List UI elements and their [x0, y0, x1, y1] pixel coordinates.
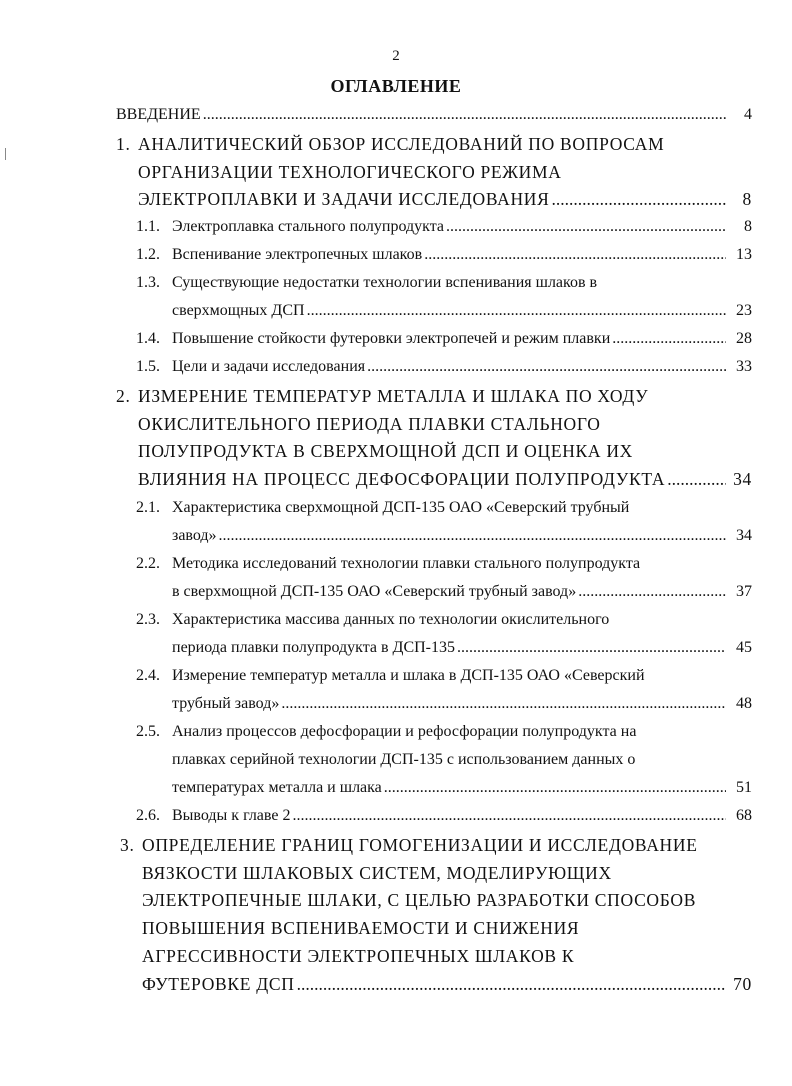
leader-dots — [281, 694, 726, 714]
chapter-number: 1. — [116, 134, 131, 154]
toc-page-number: 45 — [736, 639, 752, 656]
toc-page-number: 23 — [736, 302, 752, 319]
section-title: Вспенивание электропечных шлаков — [172, 246, 423, 263]
leader-dots — [457, 638, 726, 658]
toc-entry-intro[interactable] — [116, 105, 752, 125]
toc-page-number: 8 — [742, 189, 752, 209]
section-number: 2.6. — [136, 807, 160, 824]
toc-chapter-1-line-3 — [138, 189, 752, 209]
chapter-title-line: АНАЛИТИЧЕСКИЙ ОБЗОР ИССЛЕДОВАНИЙ ПО ВОПРОСАМ — [138, 134, 665, 154]
toc-chapter-1[interactable] — [116, 134, 752, 154]
leader-dots — [203, 105, 726, 125]
section-title: Выводы к главе 2 — [172, 807, 291, 824]
toc-title: ОГЛАВЛЕНИЕ — [330, 76, 462, 96]
toc-section-2-5[interactable] — [136, 722, 752, 742]
toc-page-number: 28 — [736, 330, 752, 347]
chapter-title-line: ПОЛУПРОДУКТА В СВЕРХМОЩНОЙ ДСП И ОЦЕНКА ИХ — [138, 441, 634, 461]
toc-page-number: 8 — [744, 218, 752, 235]
section-title: сверхмощных ДСП — [172, 302, 305, 319]
leader-dots — [424, 245, 726, 265]
leader-dots — [292, 806, 726, 826]
section-number: 1.4. — [136, 330, 160, 347]
toc-chapter-3-line-6 — [142, 974, 752, 994]
toc-section-2-4[interactable] — [136, 666, 752, 686]
chapter-title-line: ЭЛЕКТРОПЛАВКИ И ЗАДАЧИ ИССЛЕДОВАНИЯ — [138, 189, 550, 209]
leader-dots — [219, 526, 726, 546]
toc-section-2-3-line-2 — [172, 638, 752, 658]
toc-chapter-3-line-3 — [142, 890, 752, 910]
toc-section-1-2[interactable] — [136, 245, 752, 265]
toc-page-number: 34 — [736, 527, 752, 544]
section-title: Цели и задачи исследования — [172, 358, 366, 375]
section-title: трубный завод» — [172, 695, 280, 712]
chapter-title-line: ОРГАНИЗАЦИИ ТЕХНОЛОГИЧЕСКОГО РЕЖИМА — [138, 162, 562, 182]
section-title: завод» — [172, 527, 217, 544]
leader-dots — [367, 357, 726, 377]
leader-dots — [297, 974, 726, 994]
section-title: периода плавки полупродукта в ДСП-135 — [172, 639, 455, 656]
margin-mark — [5, 148, 6, 160]
chapter-title-line: ИЗМЕРЕНИЕ ТЕМПЕРАТУР МЕТАЛЛА И ШЛАКА ПО ХОДУ — [138, 386, 649, 406]
chapter-title-line: ОКИСЛИТЕЛЬНОГО ПЕРИОДА ПЛАВКИ СТАЛЬНОГО — [138, 414, 601, 434]
section-title: Анализ процессов дефосфорации и рефосфорации полупродукта на — [172, 723, 637, 740]
section-title: температурах металла и шлака — [172, 779, 382, 796]
leader-dots — [552, 189, 726, 209]
leader-dots — [612, 329, 726, 349]
leader-dots — [667, 469, 726, 489]
chapter-number: 3. — [120, 835, 135, 855]
toc-section-1-1[interactable] — [136, 217, 752, 237]
section-title: Характеристика массива данных по технологии окислительного — [172, 611, 610, 628]
section-number: 2.3. — [136, 611, 160, 628]
section-title: Существующие недостатки технологии вспенивания шлаков в — [172, 274, 598, 291]
leader-dots — [307, 301, 726, 321]
section-number: 1.5. — [136, 358, 160, 375]
toc-entry-text: ВВЕДЕНИЕ — [116, 106, 201, 123]
toc-chapter-3-line-2 — [142, 863, 752, 883]
section-number: 1.2. — [136, 246, 160, 263]
chapter-title-line: ПОВЫШЕНИЯ ВСПЕНИВАЕМОСТИ И СНИЖЕНИЯ — [142, 918, 580, 938]
chapter-title-line: ОПРЕДЕЛЕНИЕ ГРАНИЦ ГОМОГЕНИЗАЦИИ И ИССЛЕДОВАНИЕ — [142, 835, 698, 855]
leader-dots — [578, 582, 726, 602]
section-number: 1.1. — [136, 218, 160, 235]
toc-section-1-3-line-2 — [172, 301, 752, 321]
toc-chapter-2[interactable] — [116, 386, 752, 406]
toc-chapter-3-line-5 — [142, 946, 752, 966]
toc-page-number: 34 — [733, 469, 752, 489]
section-number: 1.3. — [136, 274, 160, 291]
section-title: Характеристика сверхмощной ДСП-135 ОАО «Северский трубный — [172, 499, 630, 516]
toc-chapter-2-line-2 — [138, 414, 752, 434]
toc-section-1-4[interactable] — [136, 329, 752, 349]
toc-section-2-5-line-3 — [172, 778, 752, 798]
toc-section-2-2-line-2 — [172, 582, 752, 602]
chapter-title-line: ВЯЗКОСТИ ШЛАКОВЫХ СИСТЕМ, МОДЕЛИРУЮЩИХ — [142, 863, 612, 883]
section-title: Электроплавка стального полупродукта — [172, 218, 444, 235]
section-number: 2.5. — [136, 723, 160, 740]
chapter-title-line: АГРЕССИВНОСТИ ЭЛЕКТРОПЕЧНЫХ ШЛАКОВ К — [142, 946, 575, 966]
toc-page-number: 48 — [736, 695, 752, 712]
chapter-title-line: ВЛИЯНИЯ НА ПРОЦЕСС ДЕФОСФОРАЦИИ ПОЛУПРОДУКТА — [138, 469, 666, 489]
chapter-number: 2. — [116, 386, 131, 406]
section-number: 2.4. — [136, 667, 160, 684]
toc-section-2-3[interactable] — [136, 610, 752, 630]
toc-chapter-2-line-4 — [138, 469, 752, 489]
toc-section-2-1[interactable] — [136, 498, 752, 518]
toc-section-2-2[interactable] — [136, 554, 752, 574]
toc-chapter-2-line-3 — [138, 441, 752, 461]
section-number: 2.2. — [136, 555, 160, 572]
toc-chapter-3-line-4 — [142, 918, 752, 938]
toc-chapter-3[interactable] — [120, 835, 752, 855]
toc-page-number: 70 — [733, 974, 752, 994]
toc-section-2-4-line-2 — [172, 694, 752, 714]
section-title: в сверхмощной ДСП-135 ОАО «Северский трубный завод» — [172, 583, 577, 600]
section-title: Измерение температур металла и шлака в ДСП-135 ОАО «Северский — [172, 667, 645, 684]
toc-page-number: 51 — [736, 779, 752, 796]
toc-page-number: 13 — [736, 246, 752, 263]
toc-section-2-1-line-2 — [172, 526, 752, 546]
toc-page-number: 37 — [736, 583, 752, 600]
section-number: 2.1. — [136, 499, 160, 516]
toc-chapter-1-line-2 — [138, 162, 752, 182]
chapter-title-line: ФУТЕРОВКЕ ДСП — [142, 974, 295, 994]
chapter-title-line: ЭЛЕКТРОПЕЧНЫЕ ШЛАКИ, С ЦЕЛЬЮ РАЗРАБОТКИ СПОСОБОВ — [142, 890, 697, 910]
toc-page-number: 33 — [736, 358, 752, 375]
toc-page-number: 4 — [744, 106, 752, 123]
leader-dots — [384, 778, 726, 798]
section-title: Методика исследований технологии плавки стального полупродукта — [172, 555, 641, 572]
toc-section-2-5-line-2 — [172, 750, 752, 770]
leader-dots — [446, 217, 726, 237]
toc-section-1-5[interactable] — [136, 357, 752, 377]
page-number: 2 — [392, 48, 400, 64]
section-title: плавках серийной технологии ДСП-135 с использованием данных о — [172, 751, 636, 768]
toc-section-1-3[interactable] — [136, 273, 752, 293]
section-title: Повышение стойкости футеровки электропечей и режим плавки — [172, 330, 611, 347]
toc-section-2-6[interactable] — [136, 806, 752, 826]
toc-page-number: 68 — [736, 807, 752, 824]
